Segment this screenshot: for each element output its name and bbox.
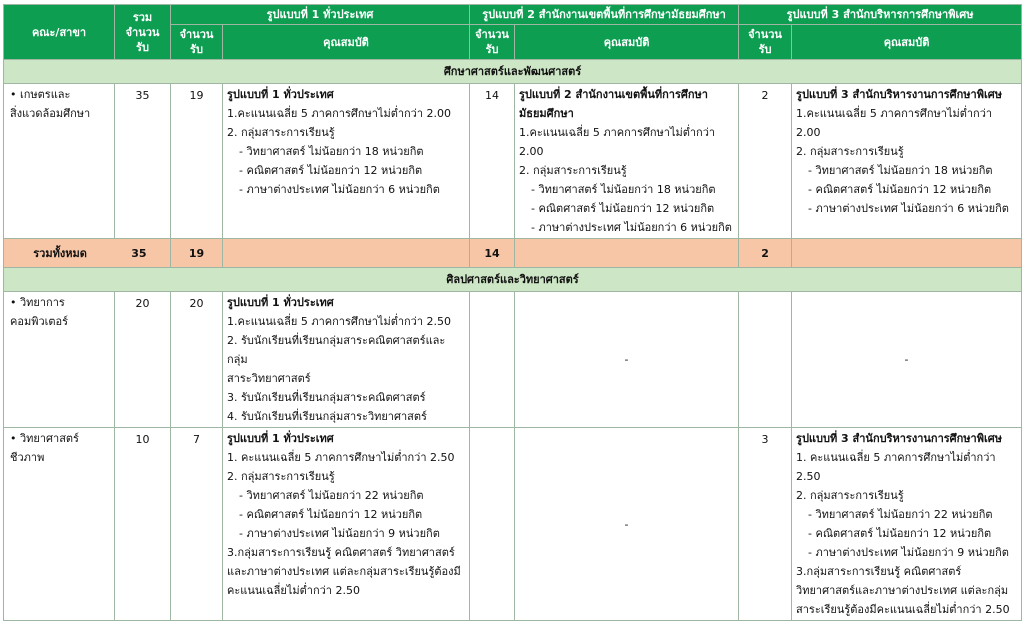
qualification-line: 2. กลุ่มสาระการเรียนรู้ — [796, 489, 904, 502]
total-empty-2 — [515, 239, 739, 268]
qualification-line: - คณิตศาสตร์ ไม่น้อยกว่า 12 หน่วยกิต — [239, 164, 423, 177]
header-count-2-text: จำนวน รับ — [475, 28, 509, 56]
section-row-1 — [4, 60, 1022, 84]
qual-2-dash: - — [515, 428, 739, 621]
qualification-line: สาระเรียนรู้ต้องมีคะแนนเฉลี่ยไม่ต่ำกว่า 2.50 — [796, 603, 1010, 616]
header-qual-2: คุณสมบัติ — [515, 25, 739, 60]
qualification-line: 2. กลุ่มสาระการเรียนรู้ — [227, 126, 335, 139]
qualification-line: รูปแบบที่ 1 ทั่วประเทศ — [227, 88, 334, 101]
table-row — [4, 428, 1022, 621]
qualification-line: - คณิตศาสตร์ ไม่น้อยกว่า 12 หน่วยกิต — [808, 527, 992, 540]
qual-1-cell — [223, 428, 470, 621]
total-count-2: 14 — [470, 239, 515, 268]
qualification-line: 1.คะแนนเฉลี่ย 5 ภาคการศึกษาไม่ต่ำกว่า 2.00 — [519, 126, 716, 158]
section-title-2: ศิลปศาสตร์และวิทยาศาสตร์ — [4, 268, 1022, 292]
qualification-line: 2. กลุ่มสาระการเรียนรู้ — [519, 164, 627, 177]
qualification-line: รูปแบบที่ 2 สำนักงานเขตพื้นที่การศึกษา — [519, 88, 708, 101]
faculty-line: • วิทยาศาสตร์ — [10, 432, 79, 445]
header-qual-1: คุณสมบัติ — [223, 25, 470, 60]
total-cell: 10 — [115, 428, 171, 621]
qualification-line: 3.กลุ่มสาระการเรียนรู้ คณิตศาสตร์ — [796, 565, 962, 578]
count-3-cell — [739, 292, 792, 428]
qualification-line: - ภาษาต่างประเทศ ไม่น้อยกว่า 9 หน่วยกิต — [239, 527, 440, 540]
qual-3-cell — [792, 428, 1022, 621]
qualification-line: สาระวิทยาศาสตร์ — [227, 372, 311, 385]
qualification-line: - คณิตศาสตร์ ไม่น้อยกว่า 12 หน่วยกิต — [808, 183, 992, 196]
qualification-line: - ภาษาต่างประเทศ ไม่น้อยกว่า 6 หน่วยกิต — [239, 183, 440, 196]
header-total-text: รวม จำนวน รับ — [125, 10, 160, 54]
qualification-line: - ภาษาต่างประเทศ ไม่น้อยกว่า 6 หน่วยกิต — [808, 202, 1009, 215]
total-cell: 20 — [115, 292, 171, 428]
qualification-line: - วิทยาศาสตร์ ไม่น้อยกว่า 22 หน่วยกิต — [808, 508, 993, 521]
admission-table — [3, 4, 1022, 621]
header-count-1 — [171, 25, 223, 60]
faculty-cell — [4, 84, 115, 239]
count-2-cell — [470, 292, 515, 428]
qualification-line: วิทยาศาสตร์และภาษาต่างประเทศ แต่ละกลุ่ม — [796, 584, 1009, 597]
total-row — [4, 239, 1022, 268]
qualification-line: 1.คะแนนเฉลี่ย 5 ภาคการศึกษาไม่ต่ำกว่า 2.00 — [227, 107, 452, 120]
count-1-cell: 7 — [171, 428, 223, 621]
header-group1: รูปแบบที่ 1 ทั่วประเทศ — [171, 5, 470, 25]
qualification-line: - วิทยาศาสตร์ ไม่น้อยกว่า 22 หน่วยกิต — [239, 489, 424, 502]
faculty-cell — [4, 428, 115, 621]
qualification-line: - ภาษาต่างประเทศ ไม่น้อยกว่า 9 หน่วยกิต — [808, 546, 1009, 559]
total-empty-3 — [792, 239, 1022, 268]
count-3-cell: 2 — [739, 84, 792, 239]
count-2-cell: 14 — [470, 84, 515, 239]
count-2-cell — [470, 428, 515, 621]
qualification-line: 2. กลุ่มสาระการเรียนรู้ — [796, 145, 904, 158]
count-1-cell: 20 — [171, 292, 223, 428]
header-group3: รูปแบบที่ 3 สำนักบริหารการศึกษาพิเศษ — [739, 5, 1022, 25]
header-count-3-text: จำนวน รับ — [748, 28, 782, 56]
qualification-line: รูปแบบที่ 1 ทั่วประเทศ — [227, 296, 334, 309]
header-faculty: คณะ/สาขา — [4, 5, 115, 60]
count-3-cell: 3 — [739, 428, 792, 621]
total-label — [4, 239, 171, 268]
qualification-line: 1.คะแนนเฉลี่ย 5 ภาคการศึกษาไม่ต่ำกว่า 2.00 — [796, 107, 993, 139]
faculty-line: สิ่งแวดล้อมศึกษา — [10, 107, 91, 120]
faculty-line: ชีวภาพ — [10, 451, 45, 464]
qualification-line: 2. รับนักเรียนที่เรียนกลุ่มสาระคณิตศาสตร์และกลุ่ม — [227, 334, 446, 366]
qual-1-cell — [223, 292, 470, 428]
count-1-cell: 19 — [171, 84, 223, 239]
qual-3-dash: - — [792, 292, 1022, 428]
qualification-line: รูปแบบที่ 3 สำนักบริหารงานการศึกษาพิเศษ — [796, 88, 1002, 101]
qualification-line: รูปแบบที่ 3 สำนักบริหารงานการศึกษาพิเศษ — [796, 432, 1002, 445]
qualification-line: 3.กลุ่มสาระการเรียนรู้ คณิตศาสตร์ วิทยาศาสตร์ — [227, 546, 455, 559]
qualification-line: มัธยมศึกษา — [519, 107, 574, 120]
qualification-line: 2. กลุ่มสาระการเรียนรู้ — [227, 470, 335, 483]
qual-2-cell — [515, 84, 739, 239]
qualification-line: - คณิตศาสตร์ ไม่น้อยกว่า 12 หน่วยกิต — [531, 202, 715, 215]
faculty-line: คอมพิวเตอร์ — [10, 315, 69, 328]
total-empty-1 — [223, 239, 470, 268]
qualification-line: คะแนนเฉลี่ยไม่ต่ำกว่า 2.50 — [227, 584, 360, 597]
header-qual-3: คุณสมบัติ — [792, 25, 1022, 60]
qualification-line: 1.คะแนนเฉลี่ย 5 ภาคการศึกษาไม่ต่ำกว่า 2.50 — [227, 315, 452, 328]
total-count-1: 19 — [171, 239, 223, 268]
faculty-cell — [4, 292, 115, 428]
qualification-line: 4. รับนักเรียนที่เรียนกลุ่มสาระวิทยาศาสตร์ — [227, 410, 427, 423]
header-count-2 — [470, 25, 515, 60]
header-total — [115, 5, 171, 60]
header-count-1-text: จำนวน รับ — [179, 28, 214, 56]
qualification-line: - ภาษาต่างประเทศ ไม่น้อยกว่า 6 หน่วยกิต — [531, 221, 732, 234]
section-row-2 — [4, 268, 1022, 292]
qualification-line: - วิทยาศาสตร์ ไม่น้อยกว่า 18 หน่วยกิต — [808, 164, 993, 177]
qual-1-cell — [223, 84, 470, 239]
section-title-1: ศึกษาศาสตร์และพัฒนศาสตร์ — [4, 60, 1022, 84]
table-row — [4, 292, 1022, 428]
qual-2-dash: - — [515, 292, 739, 428]
total-count-3: 2 — [739, 239, 792, 268]
table-row — [4, 84, 1022, 239]
header-group2: รูปแบบที่ 2 สำนักงานเขตพื้นที่การศึกษามัธยมศึกษา — [470, 5, 739, 25]
faculty-line: • วิทยาการ — [10, 296, 65, 309]
qualification-line: - วิทยาศาสตร์ ไม่น้อยกว่า 18 หน่วยกิต — [239, 145, 424, 158]
qualification-line: 3. รับนักเรียนที่เรียนกลุ่มสาระคณิตศาสตร์ — [227, 391, 426, 404]
total-label-text: รวมทั้งหมด — [33, 246, 87, 260]
qual-3-cell — [792, 84, 1022, 239]
qualification-line: - คณิตศาสตร์ ไม่น้อยกว่า 12 หน่วยกิต — [239, 508, 423, 521]
qualification-line: และภาษาต่างประเทศ แต่ละกลุ่มสาระเรียนรู้ต้องมี — [227, 565, 461, 578]
total-sum: 35 — [131, 246, 147, 260]
faculty-line: • เกษตรและ — [10, 88, 71, 101]
qualification-line: 1. คะแนนเฉลี่ย 5 ภาคการศึกษาไม่ต่ำกว่า 2.50 — [796, 451, 996, 483]
qualification-line: รูปแบบที่ 1 ทั่วประเทศ — [227, 432, 334, 445]
header-count-3 — [739, 25, 792, 60]
total-cell: 35 — [115, 84, 171, 239]
qualification-line: - วิทยาศาสตร์ ไม่น้อยกว่า 18 หน่วยกิต — [531, 183, 716, 196]
qualification-line: 1. คะแนนเฉลี่ย 5 ภาคการศึกษาไม่ต่ำกว่า 2.50 — [227, 451, 455, 464]
